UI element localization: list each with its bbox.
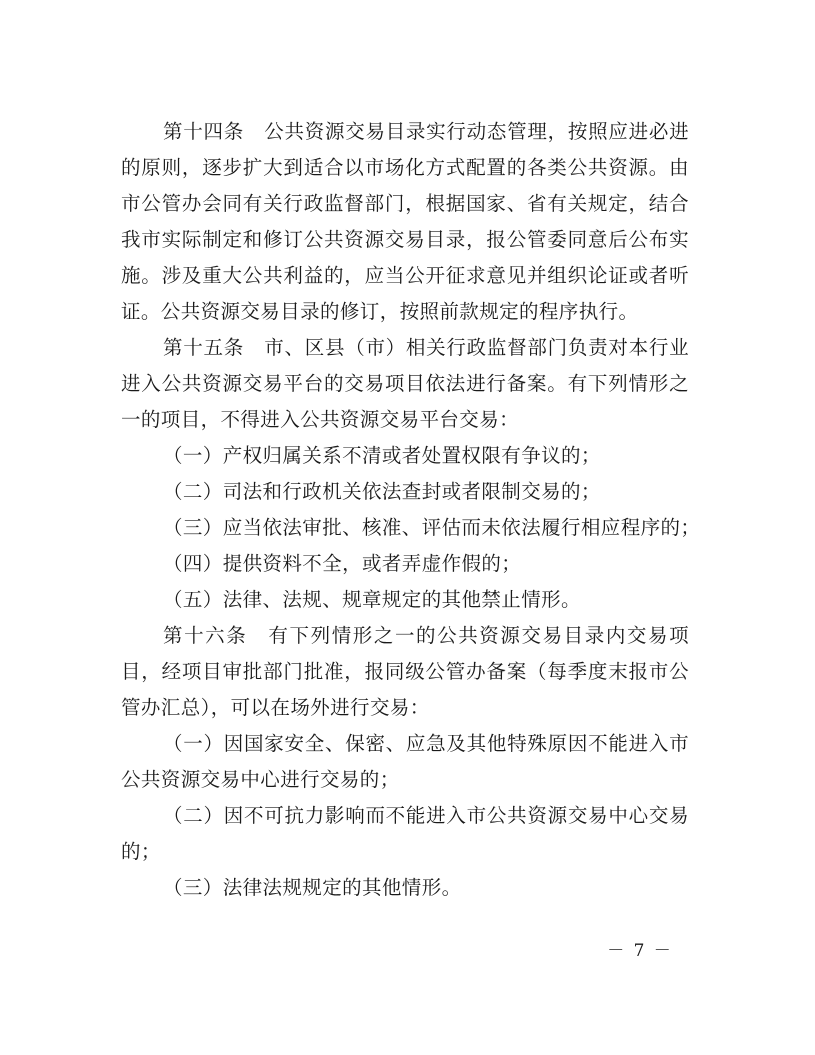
list-item-continuation: 的； xyxy=(121,840,161,863)
article-15 xyxy=(121,330,701,618)
paragraph-line: 第十五条 市、区县（市）相关行政监督部门负责对本行业 xyxy=(163,336,689,359)
article-14 xyxy=(121,114,689,330)
list-item-continuation: 公共资源交易中心进行交易的； xyxy=(121,768,400,791)
paragraph-line: 一的项目，不得进入公共资源交易平台交易： xyxy=(121,408,520,431)
list-item: （一）产权归属关系不清或者处置权限有争议的； xyxy=(163,444,601,467)
paragraph-line: 市公管办会同有关行政监督部门，根据国家、省有关规定，结合 xyxy=(121,192,689,215)
page-number: － 7 － xyxy=(607,941,673,961)
list-item: （二）司法和行政机关依法查封或者限制交易的； xyxy=(163,480,601,503)
paragraph-line: 第十六条 有下列情形之一的公共资源交易目录内交易项 xyxy=(163,624,689,647)
list-item: （四）提供资料不全，或者弄虚作假的； xyxy=(163,552,522,575)
paragraph-line: 证。公共资源交易目录的修订，按照前款规定的程序执行。 xyxy=(121,300,639,323)
article-16 xyxy=(121,618,689,906)
list-item: （三）应当依法审批、核准、评估而未依法履行相应程序的； xyxy=(163,516,701,539)
list-item: （二）因不可抗力影响而不能进入市公共资源交易中心交易 xyxy=(163,804,689,827)
list-item: （五）法律、法规、规章规定的其他禁止情形。 xyxy=(163,588,581,611)
paragraph-line: 的原则，逐步扩大到适合以市场化方式配置的各类公共资源。由 xyxy=(121,156,689,179)
document-body xyxy=(121,114,701,906)
paragraph-line: 我市实际制定和修订公共资源交易目录，报公管委同意后公布实 xyxy=(121,228,689,251)
paragraph-line: 管办汇总），可以在场外进行交易： xyxy=(121,696,430,719)
paragraph-line: 施。涉及重大公共利益的，应当公开征求意见并组织论证或者听 xyxy=(121,264,689,287)
paragraph-line: 目，经项目审批部门批准，报同级公管办备案（每季度末报市公 xyxy=(121,660,689,683)
list-item: （一）因国家安全、保密、应急及其他特殊原因不能进入市 xyxy=(163,732,689,755)
paragraph-line: 第十四条 公共资源交易目录实行动态管理，按照应进必进 xyxy=(163,120,689,143)
list-item: （三）法律法规规定的其他情形。 xyxy=(163,876,462,899)
paragraph-line: 进入公共资源交易平台的交易项目依法进行备案。有下列情形之 xyxy=(121,372,689,395)
